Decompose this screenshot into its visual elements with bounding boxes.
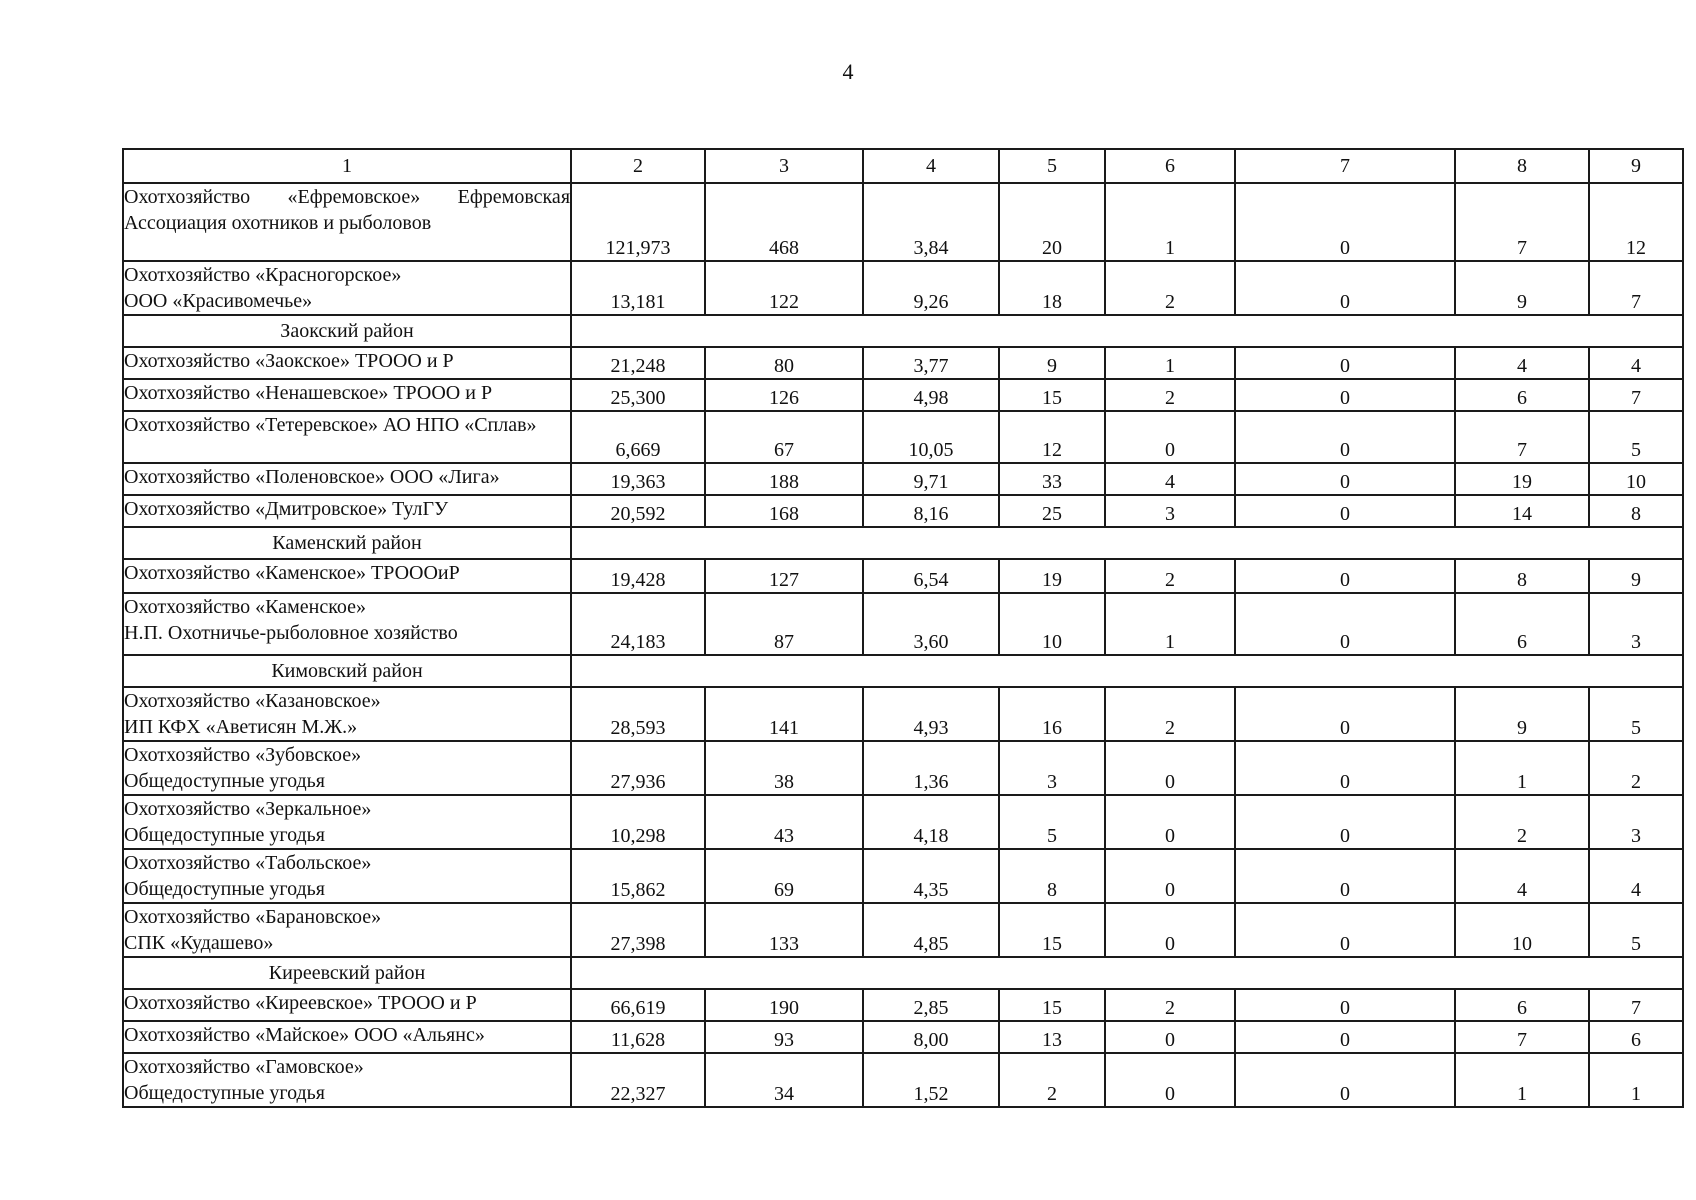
value-col-4: 4,35 [863,849,999,903]
value-col-5: 2 [999,1053,1105,1107]
column-number-2: 2 [571,149,705,183]
name-line: Охотхозяйство «Табольское» [124,852,372,874]
value-col-7: 0 [1235,463,1455,495]
column-number-4: 4 [863,149,999,183]
value-col-9: 5 [1589,687,1683,741]
page-number: 4 [842,59,854,84]
value-col-8: 4 [1455,347,1589,379]
value-col-2: 121,973 [571,183,705,261]
value-col-6: 2 [1105,261,1235,315]
value-col-8: 6 [1455,593,1589,655]
value-col-8: 4 [1455,849,1589,903]
value-col-5: 13 [999,1021,1105,1053]
value-col-4: 4,85 [863,903,999,957]
value-col-6: 1 [1105,183,1235,261]
hunting-ground-name [123,795,571,849]
value-col-3: 188 [705,463,863,495]
value-col-9: 4 [1589,347,1683,379]
value-col-2: 13,181 [571,261,705,315]
district-row [123,527,1683,559]
value-col-5: 19 [999,559,1105,593]
value-col-6: 0 [1105,741,1235,795]
value-col-2: 11,628 [571,1021,705,1053]
value-col-7: 0 [1235,1021,1455,1053]
name-line: Охотхозяйство «Зубовское» [124,744,362,766]
column-number-7: 7 [1235,149,1455,183]
value-col-8: 6 [1455,379,1589,411]
hunting-ground-name [123,849,571,903]
table-header-row [123,149,1683,183]
value-col-9: 12 [1589,183,1683,261]
value-col-8: 10 [1455,903,1589,957]
value-col-8: 1 [1455,741,1589,795]
value-col-2: 19,428 [571,559,705,593]
table-row [123,347,1683,379]
name-line: Н.П. Охотничье-рыболовное хозяйство [124,622,458,644]
name-line: Охотхозяйство «Каменское» ТРОООиР [124,562,460,584]
value-col-2: 24,183 [571,593,705,655]
value-col-4: 9,26 [863,261,999,315]
hunting-ground-name [123,183,571,261]
value-col-4: 6,54 [863,559,999,593]
value-col-6: 0 [1105,795,1235,849]
name-line: Ефремовская Ассоциация охотников и рыболовов [124,186,571,234]
value-col-8: 9 [1455,261,1589,315]
value-col-7: 0 [1235,687,1455,741]
table-row [123,1021,1683,1053]
value-col-3: 190 [705,989,863,1021]
value-col-7: 0 [1235,411,1455,463]
name-line: СПК «Кудашево» [124,932,274,954]
name-line: Охотхозяйство «Зеркальное» [124,798,372,820]
name-line: Охотхозяйство «Каменское» [124,596,367,618]
value-col-8: 2 [1455,795,1589,849]
table-row [123,1053,1683,1107]
hunting-ground-name [123,347,571,379]
value-col-6: 0 [1105,849,1235,903]
column-number-8: 8 [1455,149,1589,183]
value-col-7: 0 [1235,741,1455,795]
value-col-4: 4,18 [863,795,999,849]
name-line: Охотхозяйство «Поленовское» ООО «Лига» [124,466,500,488]
name-line: Охотхозяйство «Майское» ООО «Альянс» [124,1024,485,1046]
value-col-6: 0 [1105,903,1235,957]
value-col-9: 7 [1589,379,1683,411]
column-number-3: 3 [705,149,863,183]
value-col-6: 2 [1105,379,1235,411]
name-line: Охотхозяйство «Казановское» [124,690,381,712]
value-col-6: 1 [1105,593,1235,655]
value-col-6: 4 [1105,463,1235,495]
value-col-9: 3 [1589,593,1683,655]
table-row [123,687,1683,741]
value-col-9: 6 [1589,1021,1683,1053]
district-row [123,315,1683,347]
value-col-9: 4 [1589,849,1683,903]
hunting-ground-name [123,261,571,315]
value-col-5: 20 [999,183,1105,261]
table-row [123,379,1683,411]
value-col-3: 468 [705,183,863,261]
hunting-ground-name [123,1021,571,1053]
value-col-2: 19,363 [571,463,705,495]
hunting-ground-name [123,1053,571,1107]
value-col-5: 25 [999,495,1105,527]
value-col-7: 0 [1235,495,1455,527]
value-col-3: 141 [705,687,863,741]
value-col-2: 21,248 [571,347,705,379]
value-col-4: 4,98 [863,379,999,411]
value-col-6: 3 [1105,495,1235,527]
value-col-3: 93 [705,1021,863,1053]
column-number-6: 6 [1105,149,1235,183]
value-col-7: 0 [1235,347,1455,379]
value-col-2: 15,862 [571,849,705,903]
value-col-9: 2 [1589,741,1683,795]
table-row [123,559,1683,593]
value-col-3: 168 [705,495,863,527]
name-line: Общедоступные угодья [124,878,326,900]
value-col-4: 8,16 [863,495,999,527]
district-row [123,655,1683,687]
name-line: Охотхозяйство «Киреевское» ТРООО и Р [124,992,477,1014]
value-col-9: 8 [1589,495,1683,527]
value-col-7: 0 [1235,795,1455,849]
district-row-blank [571,527,1683,559]
value-col-5: 12 [999,411,1105,463]
name-line: Охотхозяйство «Барановское» [124,906,382,928]
value-col-4: 4,93 [863,687,999,741]
value-col-2: 27,936 [571,741,705,795]
value-col-7: 0 [1235,849,1455,903]
value-col-5: 10 [999,593,1105,655]
value-col-5: 18 [999,261,1105,315]
value-col-8: 7 [1455,183,1589,261]
table-row [123,495,1683,527]
value-col-6: 0 [1105,1021,1235,1053]
district-name: Каменский район [123,527,571,559]
value-col-3: 133 [705,903,863,957]
district-row-blank [571,315,1683,347]
value-col-3: 126 [705,379,863,411]
table-body [123,149,1683,1107]
value-col-8: 14 [1455,495,1589,527]
hunting-ground-name [123,379,571,411]
district-row [123,957,1683,989]
value-col-6: 2 [1105,687,1235,741]
value-col-5: 8 [999,849,1105,903]
name-line: Общедоступные угодья [124,824,326,846]
table-row [123,849,1683,903]
column-number-9: 9 [1589,149,1683,183]
value-col-3: 122 [705,261,863,315]
table-row [123,795,1683,849]
value-col-7: 0 [1235,261,1455,315]
value-col-9: 7 [1589,261,1683,315]
value-col-2: 28,593 [571,687,705,741]
name-line: Охотхозяйство «Ненашевское» ТРООО и Р [124,382,493,404]
name-line: Охотхозяйство «Тетеревское» АО НПО «Сплав» [124,414,537,436]
value-col-7: 0 [1235,379,1455,411]
value-col-3: 38 [705,741,863,795]
value-col-4: 9,71 [863,463,999,495]
table-row [123,183,1683,261]
value-col-7: 0 [1235,1053,1455,1107]
value-col-5: 16 [999,687,1105,741]
value-col-3: 80 [705,347,863,379]
district-row-blank [571,655,1683,687]
column-number-5: 5 [999,149,1105,183]
value-col-6: 0 [1105,411,1235,463]
district-name: Киреевский район [123,957,571,989]
value-col-3: 69 [705,849,863,903]
table-row [123,261,1683,315]
value-col-7: 0 [1235,989,1455,1021]
name-line: Охотхозяйство «Заокское» ТРООО и Р [124,350,454,372]
district-name: Кимовский район [123,655,571,687]
district-row-blank [571,957,1683,989]
value-col-9: 1 [1589,1053,1683,1107]
value-col-5: 15 [999,989,1105,1021]
value-col-8: 8 [1455,559,1589,593]
table-row [123,741,1683,795]
value-col-5: 15 [999,379,1105,411]
value-col-9: 10 [1589,463,1683,495]
value-col-7: 0 [1235,559,1455,593]
value-col-7: 0 [1235,593,1455,655]
value-col-8: 19 [1455,463,1589,495]
name-line: Охотхозяйство «Гамовское» [124,1056,364,1078]
value-col-4: 8,00 [863,1021,999,1053]
value-col-8: 9 [1455,687,1589,741]
value-col-9: 7 [1589,989,1683,1021]
name-line: Общедоступные угодья [124,770,326,792]
value-col-3: 67 [705,411,863,463]
value-col-5: 33 [999,463,1105,495]
hunting-ground-name [123,741,571,795]
value-col-2: 20,592 [571,495,705,527]
value-col-8: 7 [1455,1021,1589,1053]
value-col-3: 127 [705,559,863,593]
value-col-4: 2,85 [863,989,999,1021]
hunting-ground-name [123,411,571,463]
value-col-5: 3 [999,741,1105,795]
value-col-6: 0 [1105,1053,1235,1107]
value-col-2: 25,300 [571,379,705,411]
value-col-2: 10,298 [571,795,705,849]
value-col-7: 0 [1235,183,1455,261]
value-col-8: 7 [1455,411,1589,463]
table-row [123,903,1683,957]
value-col-3: 87 [705,593,863,655]
hunting-ground-name [123,559,571,593]
value-col-5: 15 [999,903,1105,957]
hunting-ground-name [123,463,571,495]
column-number-1: 1 [123,149,571,183]
value-col-4: 1,52 [863,1053,999,1107]
value-col-2: 22,327 [571,1053,705,1107]
value-col-9: 5 [1589,903,1683,957]
hunting-ground-name [123,593,571,655]
name-line: Общедоступные угодья [124,1082,326,1104]
value-col-9: 5 [1589,411,1683,463]
value-col-9: 9 [1589,559,1683,593]
table-row [123,593,1683,655]
hunting-ground-name [123,495,571,527]
value-col-6: 2 [1105,559,1235,593]
value-col-4: 1,36 [863,741,999,795]
table-row [123,989,1683,1021]
value-col-4: 10,05 [863,411,999,463]
value-col-6: 2 [1105,989,1235,1021]
value-col-4: 3,60 [863,593,999,655]
value-col-2: 6,669 [571,411,705,463]
value-col-6: 1 [1105,347,1235,379]
table-row [123,463,1683,495]
value-col-4: 3,77 [863,347,999,379]
hunting-ground-name [123,989,571,1021]
name-line: Охотхозяйство «Ефремовское» [124,186,421,208]
hunting-ground-name [123,687,571,741]
value-col-3: 34 [705,1053,863,1107]
value-col-8: 6 [1455,989,1589,1021]
value-col-2: 27,398 [571,903,705,957]
value-col-9: 3 [1589,795,1683,849]
value-col-7: 0 [1235,903,1455,957]
value-col-3: 43 [705,795,863,849]
name-line: ИП КФХ «Аветисян М.Ж.» [124,716,358,738]
value-col-4: 3,84 [863,183,999,261]
name-line: ООО «Красивомечье» [124,290,313,312]
name-line: Охотхозяйство «Дмитровское» ТулГУ [124,498,449,520]
district-name: Заокский район [123,315,571,347]
value-col-5: 9 [999,347,1105,379]
value-col-5: 5 [999,795,1105,849]
hunting-grounds-table [122,148,1684,1108]
table-row [123,411,1683,463]
value-col-8: 1 [1455,1053,1589,1107]
value-col-2: 66,619 [571,989,705,1021]
name-line: Охотхозяйство «Красногорское» [124,264,402,286]
hunting-ground-name [123,903,571,957]
